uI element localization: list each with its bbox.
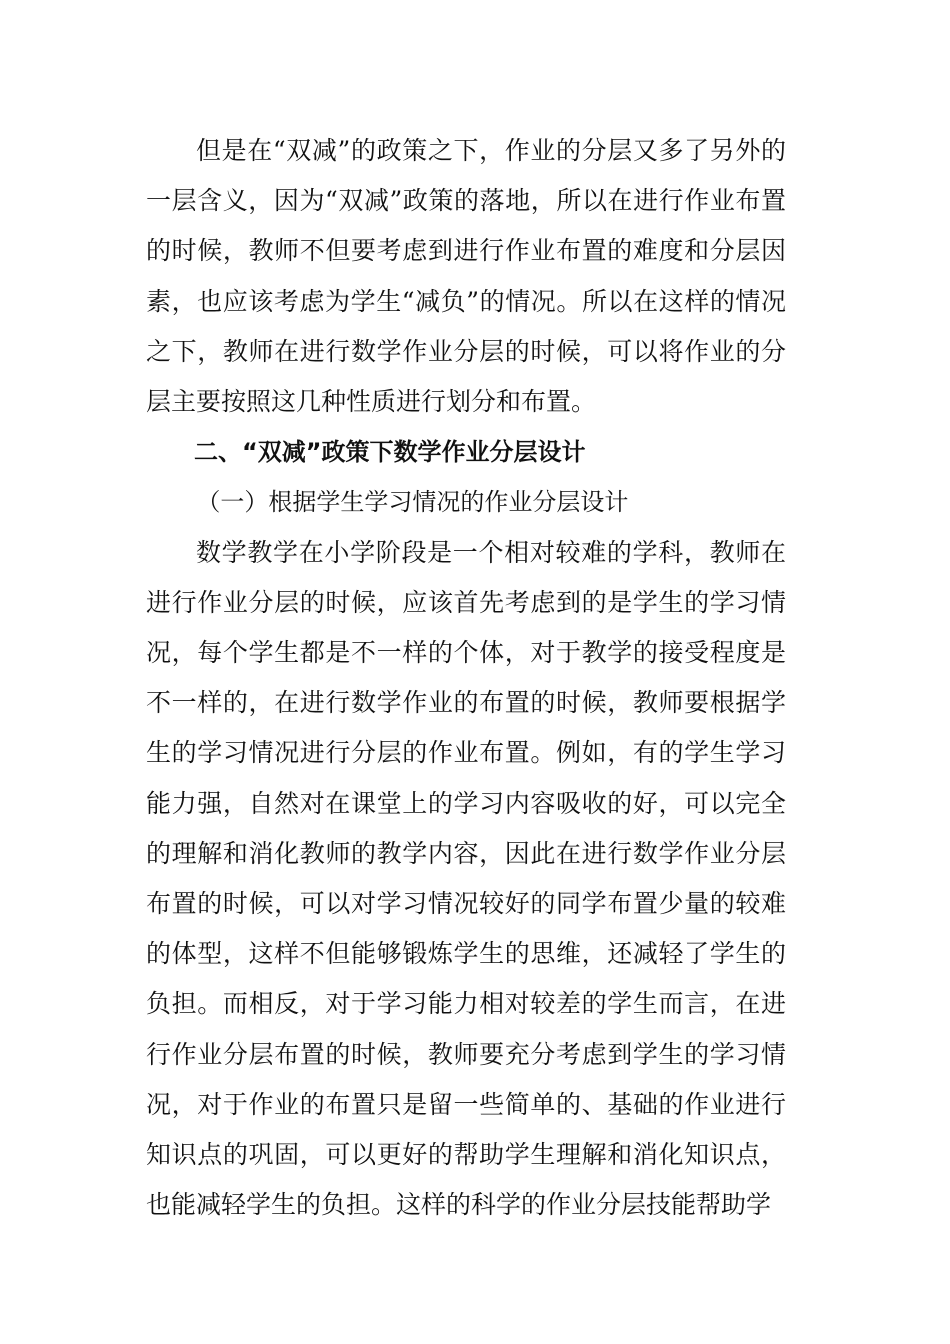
section-heading: 二、“双减”政策下数学作业分层设计 bbox=[194, 438, 586, 467]
body-paragraph: 数学教学在小学阶段是一个相对较难的学科，教师在进行作业分层的时候，应该首先考虑到的是学生的学习情况，每个学生都是不一样的个体，对于教学的接受程度是不一样的，在进行数学作业的布置的时候，教师要根据学生的学习情况进行分层的作业布置。例如，有的学生学习能力强，自然对在课堂上的学习内容吸收的好，可以完全的理解和消化教师的教学内容，因此在进行数学作业分层布置的时候，可以对学习情况较好的同学布置少量的较难的体型，这样不但能够锻炼学生的思维，还减轻了学生的负担。而相反，对于学习能力相对较差的学生而言，在进行作业分层布置的时候，教师要充分考虑到学生的学习情况，对于作业的布置只是留一些简单的、基础的作业进行知识点的巩固，可以更好的帮助学生理解和消化知识点，也能减轻学生的负担。这样的科学的作业分层技能帮助学 bbox=[146, 537, 786, 1220]
document-body bbox=[146, 126, 786, 1230]
subsection-heading: （一）根据学生学习情况的作业分层设计 bbox=[196, 488, 629, 517]
body-paragraph: 但是在“双减”的政策之下，作业的分层又多了另外的一层含义，因为“双减”政策的落地，所以在进行作业布置的时候，教师不但要考虑到进行作业布置的难度和分层因素，也应该考虑为学生“减负”的情况。所以在这样的情况之下，教师在进行数学作业分层的时候，可以将作业的分层主要按照这几种性质进行划分和布置。 bbox=[146, 136, 786, 417]
